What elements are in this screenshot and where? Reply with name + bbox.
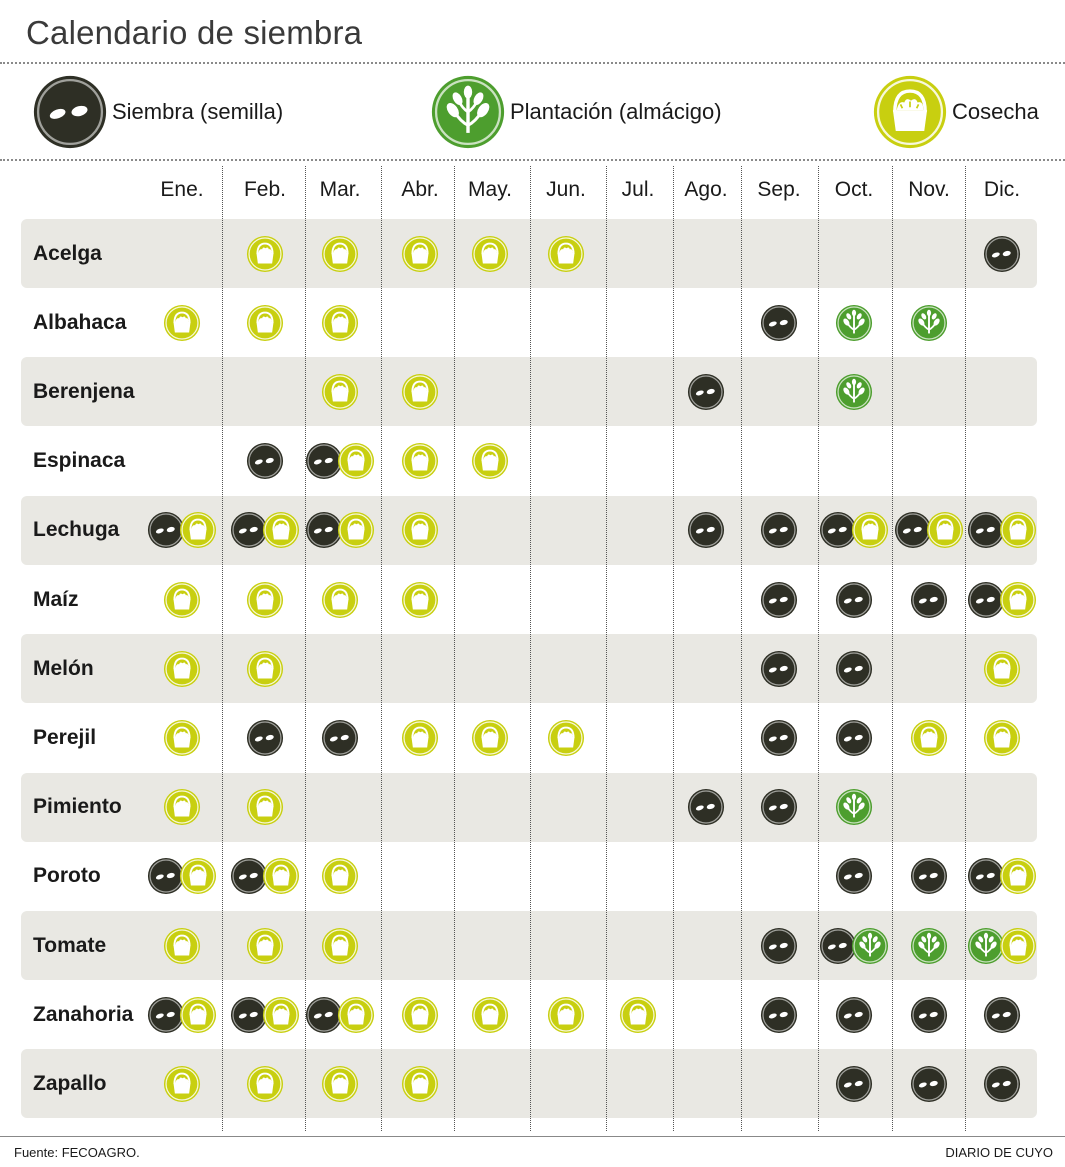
basket-icon [163,650,201,688]
basket-icon [246,927,284,965]
crop-label: Acelga [33,241,102,265]
column-divider [606,166,607,1131]
legend-plantacion-label: Plantación (almácigo) [510,99,722,124]
basket-icon [619,996,657,1034]
footer-source: Fuente: FECOAGRO. [14,1145,140,1160]
basket-icon [401,235,439,273]
basket-icon [547,996,585,1034]
seed-icon [983,235,1021,273]
crop-label: Berenjena [33,379,135,403]
basket-icon [401,581,439,619]
basket-icon [163,581,201,619]
column-divider [892,166,893,1131]
basket-icon [163,927,201,965]
basket-icon [999,511,1037,549]
basket-icon [337,996,375,1034]
divider-legend [0,159,1065,161]
month-header: Sep. [757,178,801,201]
crop-label: Perejil [33,725,97,749]
basket-icon [163,719,201,757]
crop-label: Lechuga [33,518,120,542]
seed-icon [910,996,948,1034]
column-divider [222,166,223,1131]
month-header: Nov. [908,178,950,201]
seed-icon [760,996,798,1034]
seed-icon [687,373,725,411]
sprout-icon [910,927,948,965]
sprout-icon [910,304,948,342]
seed-icon [760,581,798,619]
seed-icon [760,511,798,549]
basket-icon [983,650,1021,688]
month-header: Abr. [401,178,439,201]
basket-icon [321,581,359,619]
seed-icon [835,857,873,895]
basket-icon [321,1065,359,1103]
column-divider [673,166,674,1131]
seed-icon [910,857,948,895]
basket-icon [471,235,509,273]
basket-icon [999,857,1037,895]
seed-icon [910,581,948,619]
column-divider [965,166,966,1131]
basket-icon [401,1065,439,1103]
basket-icon [321,235,359,273]
crop-label: Espinaca [33,449,126,473]
month-header: May. [468,178,512,201]
sprout-icon [430,74,506,150]
crop-label: Melón [33,656,94,680]
column-divider [530,166,531,1131]
basket-icon [471,996,509,1034]
seed-icon [760,650,798,688]
sprout-icon [835,788,873,826]
divider-top [0,62,1065,64]
basket-icon [246,581,284,619]
month-header: Feb. [243,178,287,201]
seed-icon [835,996,873,1034]
legend-siembra-label: Siembra (semilla) [112,99,284,124]
basket-icon [262,511,300,549]
legend-cosecha [872,74,1039,150]
column-divider [305,166,306,1131]
basket-icon [401,996,439,1034]
crop-label: Pimiento [33,795,122,819]
crop-label: Maíz [33,587,79,611]
seed-icon [760,719,798,757]
seed-icon [321,719,359,757]
basket-icon [246,650,284,688]
seed-icon [983,996,1021,1034]
basket-icon [262,857,300,895]
legend-siembra [32,74,283,150]
basket-icon [246,788,284,826]
month-header: Jun. [546,178,586,201]
sprout-icon [835,373,873,411]
crop-label: Albahaca [33,310,127,334]
seed-icon [835,1065,873,1103]
basket-icon [401,442,439,480]
basket-icon [321,304,359,342]
basket-icon [401,511,439,549]
basket-icon [471,442,509,480]
basket-icon [547,719,585,757]
seed-icon [246,442,284,480]
basket-icon [179,857,217,895]
month-header: Mar. [319,178,361,201]
column-divider [818,166,819,1131]
seed-icon [760,927,798,965]
seed-icon [687,788,725,826]
basket-icon [999,927,1037,965]
basket-icon [401,373,439,411]
seed-icon [835,719,873,757]
seed-icon [760,788,798,826]
basket-icon [246,1065,284,1103]
seed-icon [983,1065,1021,1103]
column-divider [741,166,742,1131]
page-title: Calendario de siembra [26,14,363,51]
basket-icon [337,442,375,480]
month-header: Oct. [834,178,874,201]
sprout-icon [851,927,889,965]
seed-icon [910,1065,948,1103]
basket-icon [163,1065,201,1103]
basket-icon [246,304,284,342]
basket-icon [872,74,948,150]
legend-plantacion [430,74,722,150]
basket-icon [401,719,439,757]
basket-icon [999,581,1037,619]
month-header: Dic. [983,178,1021,201]
crop-label: Zanahoria [33,1002,134,1026]
crop-label: Poroto [33,864,101,888]
month-header: Ene. [160,178,204,201]
footer-divider [0,1136,1065,1137]
column-divider [381,166,382,1131]
crop-label: Tomate [33,933,107,957]
basket-icon [321,373,359,411]
basket-icon [321,927,359,965]
basket-icon [926,511,964,549]
basket-icon [337,511,375,549]
seed-icon [246,719,284,757]
legend-cosecha-label: Cosecha [952,99,1039,124]
seed-icon [835,581,873,619]
crop-label: Zapallo [33,1071,107,1095]
month-header: Jul. [621,178,655,201]
basket-icon [983,719,1021,757]
basket-icon [179,996,217,1034]
seed-icon [687,511,725,549]
column-divider [454,166,455,1131]
seed-icon [760,304,798,342]
basket-icon [851,511,889,549]
table-row [21,219,1037,288]
basket-icon [910,719,948,757]
seed-icon [32,74,108,150]
basket-icon [321,857,359,895]
basket-icon [262,996,300,1034]
table-row [21,357,1037,426]
basket-icon [471,719,509,757]
basket-icon [246,235,284,273]
basket-icon [163,304,201,342]
basket-icon [179,511,217,549]
basket-icon [547,235,585,273]
footer-credit: DIARIO DE CUYO [945,1145,1053,1160]
seed-icon [835,650,873,688]
sprout-icon [835,304,873,342]
table-row [21,427,1037,496]
basket-icon [163,788,201,826]
month-header: Ago. [684,178,728,201]
